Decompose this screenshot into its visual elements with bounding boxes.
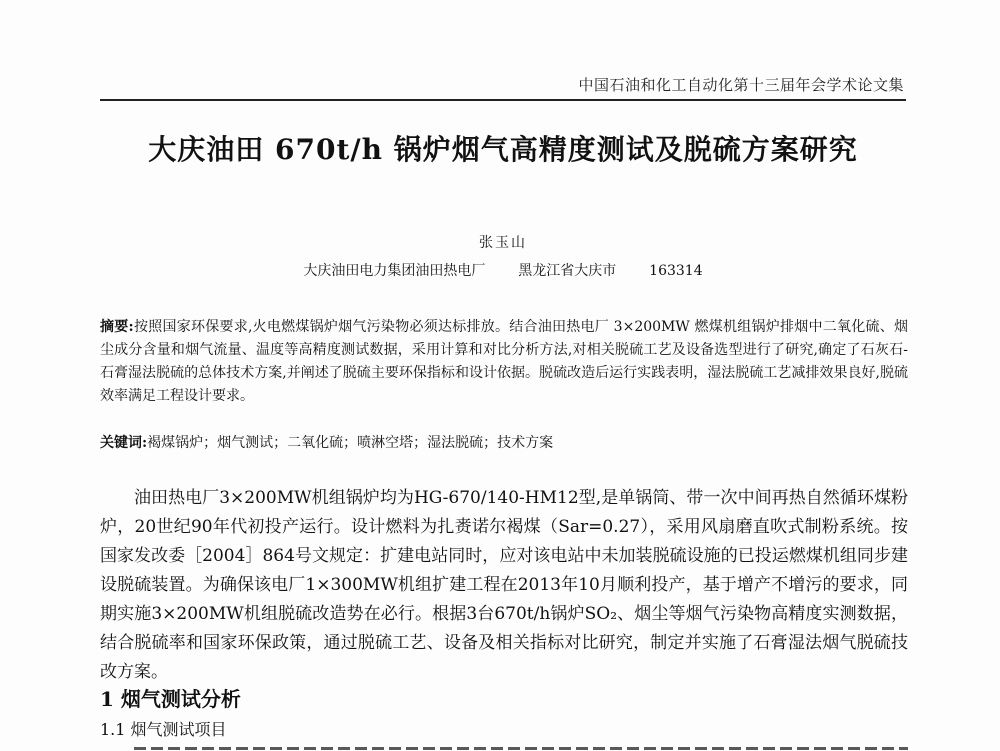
affiliation-org: 大庆油田电力集团油田热电厂 (303, 263, 486, 279)
author-name: 张玉山 (479, 235, 527, 251)
running-header: 中国石油和化工自动化第十三届年会学术论文集 (578, 76, 904, 94)
keywords-text: 褐煤锅炉；烟气测试；二氧化硫；喷淋空塔；湿法脱硫；技术方案 (147, 435, 554, 451)
paper-title: 大庆油田 670t/h 锅炉烟气高精度测试及脱硫方案研究 (148, 133, 858, 166)
subsection-heading: 1.1 烟气测试项目 (100, 720, 227, 739)
affiliation-postcode: 163314 (649, 263, 703, 279)
body-paragraph: 油田热电厂3×200MW机组锅炉均为HG-670/140-HM12型,是单锅筒、带一次中间再热自然循环煤粉炉，20世纪90年代初投产运行。设计燃料为扎赉诺尔褐煤（Sar=0.27），采用风扇磨直吹式制粉系统。按国家发改委［2004］864号文规定：扩建电站同时，应对该电站中未加装脱硫设施的已投运燃煤机组同步建设脱硫装置。为确保该电厂1×300MW机组扩建工程在2013年10月顺利投产，基于增产不增污的要求，同期实施3×200MW机组脱硫改造势在必行。根据3台670t/h锅炉SO₂、烟尘等烟气污染物高精度实测数据，结合脱硫率和国家环保政策，通过脱硫工艺、设备及相关指标对比研究，制定并实施了石膏湿法烟气脱硫技改方案。 (100, 488, 908, 682)
keywords (100, 432, 908, 455)
affiliation-location: 黑龙江省大庆市 (518, 263, 617, 279)
section-heading: 1 烟气测试分析 (100, 687, 241, 711)
affiliation (100, 260, 906, 280)
abstract-label: 摘要: (100, 319, 134, 335)
abstract-text: 按照国家环保要求,火电燃煤锅炉烟气污染物必须达标排放。结合油田热电厂 3×200MW 燃煤机组锅炉排烟中二氧化硫、烟尘成分含量和烟气流量、温度等高精度测试数据，采用计算和对比分析方法,对相关脱硫工艺及设备选型进行了研究,确定了石灰石-石膏湿法脱硫的总体技术方案,并阐述了脱硫主要环保指标和设计依据。脱硫改造后运行实践表明，湿法脱硫工艺减排效果良好,脱硫效率满足工程设计要求。 (100, 319, 909, 404)
keywords-label: 关键词: (100, 435, 148, 451)
abstract (100, 316, 908, 408)
truncated-text-line (134, 742, 908, 751)
header-rule (100, 99, 906, 101)
